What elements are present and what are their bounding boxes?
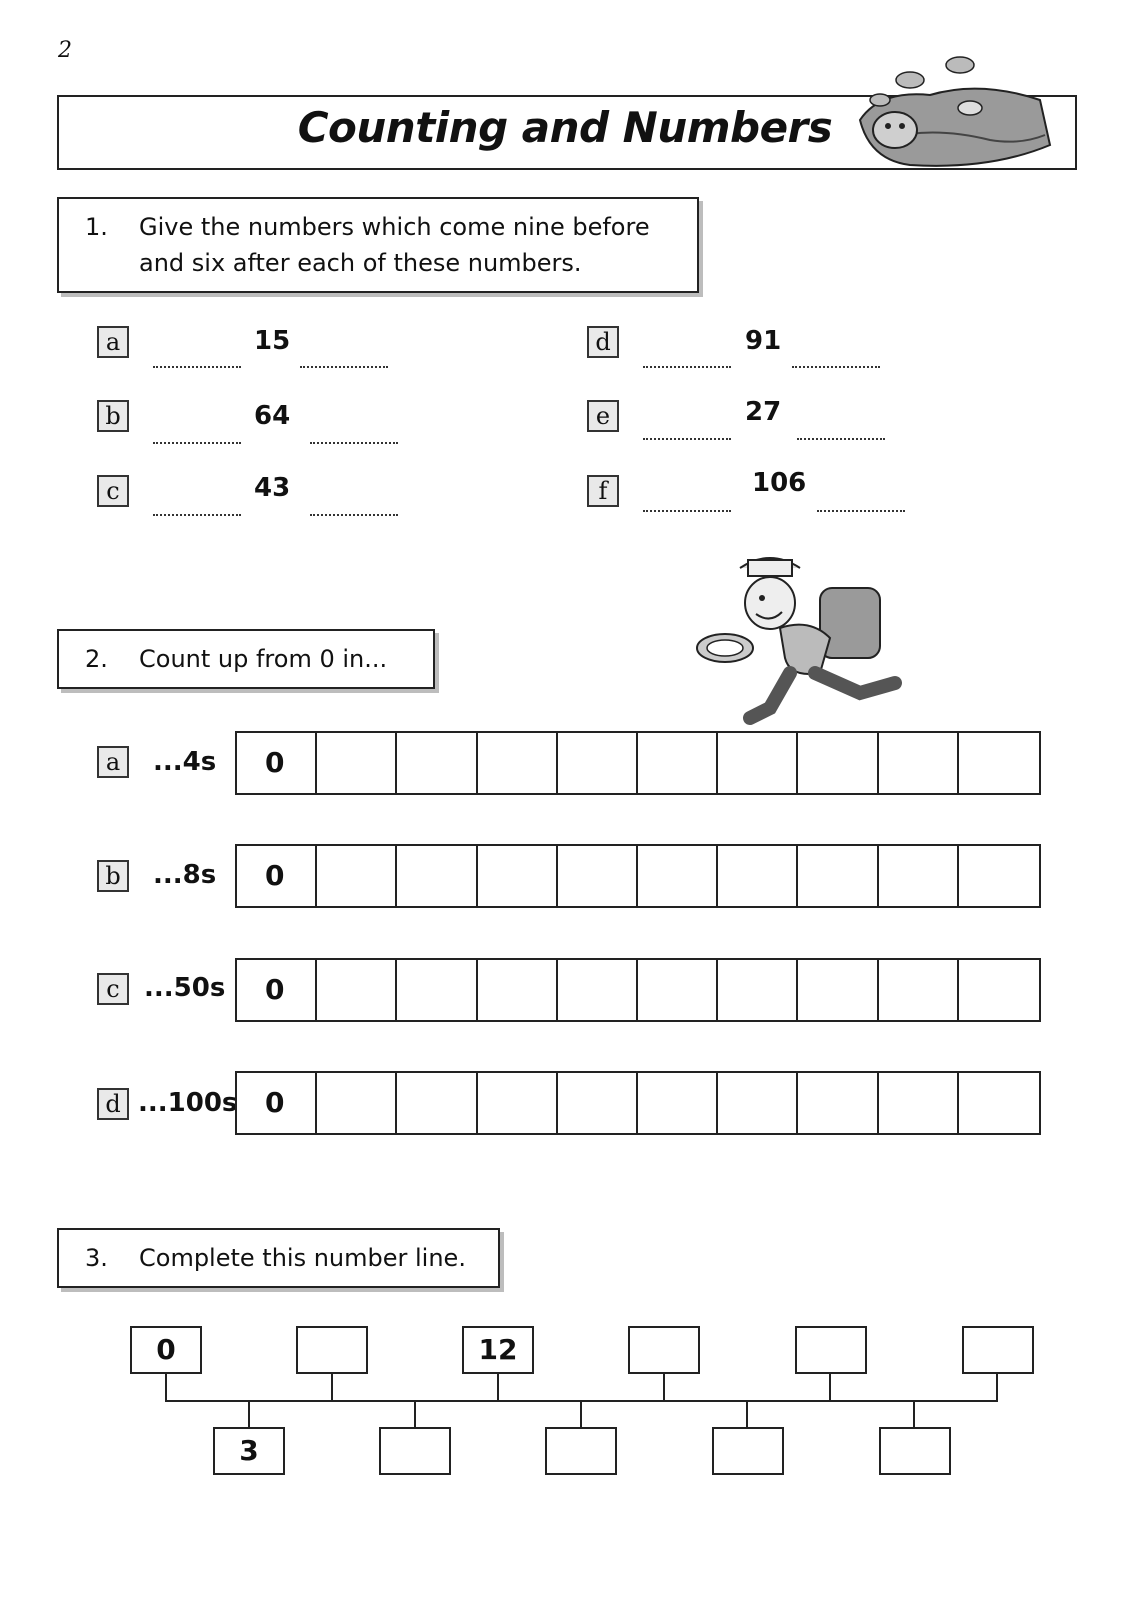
- question-3-number: 3.: [85, 1244, 108, 1272]
- grid-cell[interactable]: [879, 960, 959, 1020]
- q2-row-letter: a: [97, 746, 129, 778]
- grid-cell[interactable]: [317, 846, 397, 906]
- number-line-box[interactable]: [879, 1427, 951, 1475]
- answer-blank-after[interactable]: [792, 366, 880, 368]
- grid-cell[interactable]: [478, 960, 558, 1020]
- q2-row-letter: c: [97, 973, 129, 1005]
- grid-cell[interactable]: [397, 733, 477, 793]
- number-line-box[interactable]: [962, 1326, 1034, 1374]
- grid-cell[interactable]: [798, 1073, 878, 1133]
- grid-cell[interactable]: [317, 1073, 397, 1133]
- q2-row-letter: b: [97, 860, 129, 892]
- question-1-box: [57, 197, 699, 293]
- q1-item-value: 106: [752, 468, 807, 498]
- grid-cell-start: 0: [237, 733, 317, 793]
- q1-item-letter: c: [97, 475, 129, 507]
- q2-row-letter: d: [97, 1088, 129, 1120]
- number-line-tick: [331, 1373, 333, 1401]
- grid-cell[interactable]: [317, 960, 397, 1020]
- grid-cell-start: 0: [237, 960, 317, 1020]
- grid-cell[interactable]: [638, 846, 718, 906]
- number-line-tick: [580, 1400, 582, 1428]
- q1-item-value: 15: [254, 326, 291, 356]
- number-line-tick: [248, 1400, 250, 1428]
- answer-blank-before[interactable]: [153, 366, 241, 368]
- question-2-text: Count up from 0 in...: [139, 645, 388, 673]
- grid-cell[interactable]: [638, 733, 718, 793]
- answer-blank-before[interactable]: [153, 514, 241, 516]
- grid-cell-start: 0: [237, 846, 317, 906]
- grid-cell[interactable]: [558, 733, 638, 793]
- grid-cell[interactable]: [638, 960, 718, 1020]
- grid-cell[interactable]: [959, 960, 1039, 1020]
- number-line-box[interactable]: [712, 1427, 784, 1475]
- number-line-box: 12: [462, 1326, 534, 1374]
- question-3-text: Complete this number line.: [139, 1244, 466, 1272]
- sleeping-cartoon-illustration: [840, 50, 1065, 175]
- grid-cell[interactable]: [718, 733, 798, 793]
- grid-cell[interactable]: [397, 846, 477, 906]
- grid-cell[interactable]: [798, 960, 878, 1020]
- answer-blank-before[interactable]: [643, 366, 731, 368]
- page-title: Counting and Numbers: [297, 103, 833, 152]
- q1-item-letter: d: [587, 326, 619, 358]
- grid-cell[interactable]: [718, 1073, 798, 1133]
- answer-blank-before[interactable]: [153, 442, 241, 444]
- page-number: 2: [58, 38, 72, 63]
- grid-cell[interactable]: [959, 1073, 1039, 1133]
- count-grid-row: [235, 731, 1041, 795]
- grid-cell[interactable]: [879, 1073, 959, 1133]
- q1-item-letter: f: [587, 475, 619, 507]
- q1-item-value: 91: [745, 326, 782, 356]
- grid-cell[interactable]: [558, 1073, 638, 1133]
- q1-item-value: 27: [745, 397, 782, 427]
- question-1-number: 1.: [85, 213, 108, 241]
- question-2-box: [57, 629, 435, 689]
- count-grid-row: [235, 958, 1041, 1022]
- grid-cell[interactable]: [959, 733, 1039, 793]
- answer-blank-after[interactable]: [797, 438, 885, 440]
- answer-blank-after[interactable]: [310, 442, 398, 444]
- q2-row-label: ...100s: [138, 1088, 238, 1118]
- number-line-box[interactable]: [795, 1326, 867, 1374]
- answer-blank-before[interactable]: [643, 438, 731, 440]
- q2-row-label: ...4s: [153, 747, 217, 777]
- grid-cell[interactable]: [879, 846, 959, 906]
- q2-row-label: ...50s: [144, 973, 226, 1003]
- q1-item-value: 64: [254, 401, 291, 431]
- grid-cell[interactable]: [558, 846, 638, 906]
- grid-cell[interactable]: [317, 733, 397, 793]
- number-line-box: 0: [130, 1326, 202, 1374]
- number-line-box[interactable]: [296, 1326, 368, 1374]
- grid-cell[interactable]: [879, 733, 959, 793]
- number-line-tick: [829, 1373, 831, 1401]
- grid-cell[interactable]: [478, 1073, 558, 1133]
- grid-cell[interactable]: [478, 846, 558, 906]
- grid-cell[interactable]: [959, 846, 1039, 906]
- grid-cell[interactable]: [718, 846, 798, 906]
- answer-blank-before[interactable]: [643, 510, 731, 512]
- number-line-tick: [414, 1400, 416, 1428]
- number-line-tick: [746, 1400, 748, 1428]
- number-line-tick: [663, 1373, 665, 1401]
- number-line-tick: [996, 1373, 998, 1401]
- q1-item-letter: b: [97, 400, 129, 432]
- number-line-box[interactable]: [545, 1427, 617, 1475]
- answer-blank-after[interactable]: [310, 514, 398, 516]
- explorer-cartoon-illustration: [690, 548, 910, 738]
- question-1-text: Give the numbers which come nine before and six after each of these numbers.: [139, 213, 650, 277]
- q1-item-letter: a: [97, 326, 129, 358]
- number-line-tick: [913, 1400, 915, 1428]
- answer-blank-after[interactable]: [300, 366, 388, 368]
- question-2-number: 2.: [85, 645, 108, 673]
- grid-cell[interactable]: [798, 733, 878, 793]
- q1-item-letter: e: [587, 400, 619, 432]
- grid-cell[interactable]: [718, 960, 798, 1020]
- grid-cell[interactable]: [397, 1073, 477, 1133]
- number-line-box[interactable]: [628, 1326, 700, 1374]
- number-line-box: 3: [213, 1427, 285, 1475]
- number-line-tick: [497, 1373, 499, 1401]
- number-line-tick: [165, 1373, 167, 1401]
- grid-cell[interactable]: [798, 846, 878, 906]
- count-grid-row: [235, 844, 1041, 908]
- q1-item-value: 43: [254, 473, 291, 503]
- count-grid-row: [235, 1071, 1041, 1135]
- grid-cell[interactable]: [558, 960, 638, 1020]
- grid-cell[interactable]: [478, 733, 558, 793]
- grid-cell[interactable]: [397, 960, 477, 1020]
- grid-cell-start: 0: [237, 1073, 317, 1133]
- question-3-box: [57, 1228, 500, 1288]
- grid-cell[interactable]: [638, 1073, 718, 1133]
- number-line-box[interactable]: [379, 1427, 451, 1475]
- q2-row-label: ...8s: [153, 860, 217, 890]
- answer-blank-after[interactable]: [817, 510, 905, 512]
